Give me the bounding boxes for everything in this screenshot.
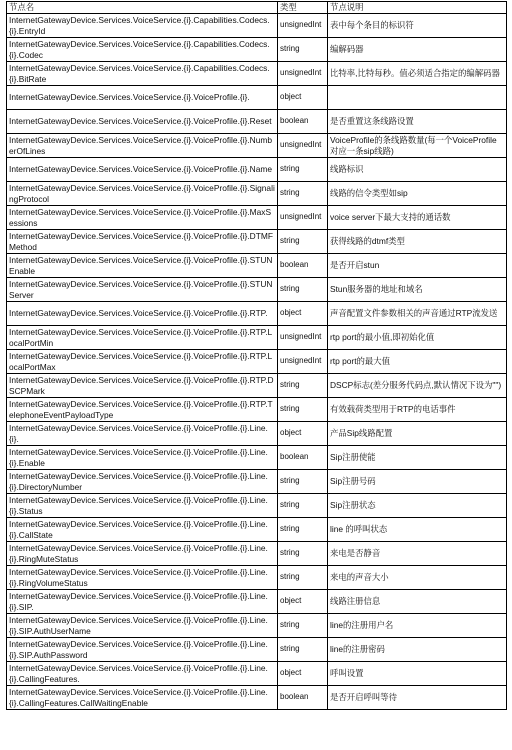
node-name-cell: InternetGatewayDevice.Services.VoiceService.{i}.VoiceProfile.{i}.MaxSessions <box>7 206 278 230</box>
header-description: 节点说明 <box>328 2 507 14</box>
node-name-cell: InternetGatewayDevice.Services.VoiceService.{i}.VoiceProfile.{i}.Line.{i}.RingMuteStatus <box>7 542 278 566</box>
type-cell: unsignedInt <box>278 206 328 230</box>
table-row <box>7 158 507 182</box>
node-name-cell: InternetGatewayDevice.Services.VoiceService.{i}.VoiceProfile.{i}.RTP.LocalPortMin <box>7 326 278 350</box>
type-cell: string <box>278 278 328 302</box>
description-cell: 是否开启呼叫等待 <box>328 686 507 710</box>
type-cell: object <box>278 302 328 326</box>
node-name-cell: InternetGatewayDevice.Services.VoiceService.{i}.VoiceProfile.{i}.Line.{i}.Status <box>7 494 278 518</box>
description-cell: 来电是否静音 <box>328 542 507 566</box>
description-cell: 比特率,比特每秒。值必须适合指定的编解码器 <box>328 62 507 86</box>
description-cell: 声音配置文件参数相关的声音通过RTP流发送 <box>328 302 507 326</box>
description-cell: rtp port的最大值 <box>328 350 507 374</box>
node-name-cell: InternetGatewayDevice.Services.VoiceService.{i}.VoiceProfile.{i}.RTP.LocalPortMax <box>7 350 278 374</box>
node-name-cell: InternetGatewayDevice.Services.VoiceService.{i}.VoiceProfile.{i}.Line.{i}.CallingFeatures.CallWaitingEnable <box>7 686 278 710</box>
table-header <box>7 2 507 14</box>
description-cell: line的注册密码 <box>328 638 507 662</box>
table-row <box>7 110 507 134</box>
node-name-cell: InternetGatewayDevice.Services.VoiceService.{i}.VoiceProfile.{i}.Reset <box>7 110 278 134</box>
table-row <box>7 134 507 158</box>
table-row <box>7 470 507 494</box>
node-name-cell: InternetGatewayDevice.Services.VoiceService.{i}.VoiceProfile.{i}. <box>7 86 278 110</box>
node-name-cell: InternetGatewayDevice.Services.VoiceService.{i}.VoiceProfile.{i}.Line.{i}.SIP.AuthUserName <box>7 614 278 638</box>
type-cell: object <box>278 422 328 446</box>
description-cell: 是否重置这条线路设置 <box>328 110 507 134</box>
node-name-cell: InternetGatewayDevice.Services.VoiceService.{i}.VoiceProfile.{i}.NumberOfLines <box>7 134 278 158</box>
type-cell: object <box>278 590 328 614</box>
type-cell: string <box>278 518 328 542</box>
header-type: 类型 <box>278 2 328 14</box>
table-row <box>7 14 507 38</box>
table-row <box>7 686 507 710</box>
type-cell: unsignedInt <box>278 62 328 86</box>
table-row <box>7 374 507 398</box>
header-node-name: 节点名 <box>7 2 278 14</box>
table-row <box>7 86 507 110</box>
description-cell: 表中每个条目的标识符 <box>328 14 507 38</box>
node-name-cell: InternetGatewayDevice.Services.VoiceService.{i}.VoiceProfile.{i}.Line.{i}.CallState <box>7 518 278 542</box>
type-cell: unsignedInt <box>278 350 328 374</box>
type-cell: string <box>278 38 328 62</box>
description-cell: line的注册用户名 <box>328 614 507 638</box>
node-name-cell: InternetGatewayDevice.Services.VoiceService.{i}.VoiceProfile.{i}.RTP. <box>7 302 278 326</box>
node-name-cell: InternetGatewayDevice.Services.VoiceService.{i}.VoiceProfile.{i}.Name <box>7 158 278 182</box>
table-row <box>7 422 507 446</box>
description-cell: voice server下最大支持的通话数 <box>328 206 507 230</box>
type-cell: string <box>278 182 328 206</box>
node-name-cell: InternetGatewayDevice.Services.VoiceService.{i}.VoiceProfile.{i}.Line.{i}.Enable <box>7 446 278 470</box>
description-cell: VoiceProfile的条线路数量(每一个VoiceProfile对应一条sip线路) <box>328 134 507 158</box>
description-cell: 有效载荷类型用于RTP的电话事件 <box>328 398 507 422</box>
table-row <box>7 446 507 470</box>
description-cell: 来电的声音大小 <box>328 566 507 590</box>
node-name-cell: InternetGatewayDevice.Services.VoiceService.{i}.VoiceProfile.{i}.Line.{i}.CallingFeatures. <box>7 662 278 686</box>
table-row <box>7 62 507 86</box>
node-name-cell: InternetGatewayDevice.Services.VoiceService.{i}.VoiceProfile.{i}.Line.{i}. <box>7 422 278 446</box>
type-cell: string <box>278 566 328 590</box>
description-cell: Sip注册状态 <box>328 494 507 518</box>
header-row <box>7 2 507 14</box>
type-cell: boolean <box>278 446 328 470</box>
type-cell: string <box>278 470 328 494</box>
parameter-table <box>6 1 507 710</box>
table-body <box>7 14 507 710</box>
type-cell: string <box>278 158 328 182</box>
table-row <box>7 350 507 374</box>
type-cell: boolean <box>278 686 328 710</box>
node-name-cell: InternetGatewayDevice.Services.VoiceService.{i}.VoiceProfile.{i}.STUNEnable <box>7 254 278 278</box>
node-name-cell: InternetGatewayDevice.Services.VoiceService.{i}.VoiceProfile.{i}.SignalingProtocol <box>7 182 278 206</box>
description-cell: line 的呼叫状态 <box>328 518 507 542</box>
table-row <box>7 638 507 662</box>
type-cell: boolean <box>278 110 328 134</box>
table-row <box>7 542 507 566</box>
description-cell: rtp port的最小值,即初始化值 <box>328 326 507 350</box>
table-row <box>7 182 507 206</box>
node-name-cell: InternetGatewayDevice.Services.VoiceService.{i}.VoiceProfile.{i}.DTMFMethod <box>7 230 278 254</box>
type-cell: string <box>278 374 328 398</box>
description-cell: 是否开启stun <box>328 254 507 278</box>
node-name-cell: InternetGatewayDevice.Services.VoiceService.{i}.VoiceProfile.{i}.Line.{i}.RingVolumeStatus <box>7 566 278 590</box>
node-name-cell: InternetGatewayDevice.Services.VoiceService.{i}.VoiceProfile.{i}.Line.{i}.SIP.AuthPassword <box>7 638 278 662</box>
node-name-cell: InternetGatewayDevice.Services.VoiceService.{i}.VoiceProfile.{i}.STUNServer <box>7 278 278 302</box>
type-cell: string <box>278 398 328 422</box>
description-cell: 产品Sip线路配置 <box>328 422 507 446</box>
type-cell: unsignedInt <box>278 326 328 350</box>
description-cell: 线路标识 <box>328 158 507 182</box>
type-cell: object <box>278 86 328 110</box>
table-row <box>7 326 507 350</box>
type-cell: boolean <box>278 254 328 278</box>
node-name-cell: InternetGatewayDevice.Services.VoiceService.{i}.VoiceProfile.{i}.Line.{i}.SIP. <box>7 590 278 614</box>
type-cell: string <box>278 494 328 518</box>
table-row <box>7 662 507 686</box>
node-name-cell: InternetGatewayDevice.Services.VoiceService.{i}.Capabilities.Codecs.{i}.BitRate <box>7 62 278 86</box>
node-name-cell: InternetGatewayDevice.Services.VoiceService.{i}.VoiceProfile.{i}.Line.{i}.DirectoryNumber <box>7 470 278 494</box>
type-cell: object <box>278 662 328 686</box>
table-row <box>7 518 507 542</box>
type-cell: unsignedInt <box>278 134 328 158</box>
description-cell: 线路的信令类型如sip <box>328 182 507 206</box>
description-cell: Sip注册号码 <box>328 470 507 494</box>
node-name-cell: InternetGatewayDevice.Services.VoiceService.{i}.VoiceProfile.{i}.RTP.DSCPMark <box>7 374 278 398</box>
table-row <box>7 302 507 326</box>
table-row <box>7 566 507 590</box>
description-cell: Sip注册使能 <box>328 446 507 470</box>
type-cell: string <box>278 614 328 638</box>
description-cell: 呼叫设置 <box>328 662 507 686</box>
table-row <box>7 278 507 302</box>
type-cell: string <box>278 542 328 566</box>
description-cell: 线路注册信息 <box>328 590 507 614</box>
table-row <box>7 254 507 278</box>
node-name-cell: InternetGatewayDevice.Services.VoiceService.{i}.Capabilities.Codecs.{i}.Codec <box>7 38 278 62</box>
type-cell: string <box>278 230 328 254</box>
description-cell: 编解码器 <box>328 38 507 62</box>
table-row <box>7 398 507 422</box>
node-name-cell: InternetGatewayDevice.Services.VoiceService.{i}.VoiceProfile.{i}.RTP.TelephoneEventPayloadType <box>7 398 278 422</box>
type-cell: unsignedInt <box>278 14 328 38</box>
description-cell: DSCP标志(差分服务代码点,默认情况下设为"") <box>328 374 507 398</box>
table-row <box>7 494 507 518</box>
description-cell <box>328 86 507 110</box>
description-cell: Stun服务器的地址和域名 <box>328 278 507 302</box>
table-row <box>7 614 507 638</box>
description-cell: 获得线路的dtmf类型 <box>328 230 507 254</box>
table-row <box>7 38 507 62</box>
table-row <box>7 590 507 614</box>
table-row <box>7 206 507 230</box>
node-name-cell: InternetGatewayDevice.Services.VoiceService.{i}.Capabilities.Codecs.{i}.EntryId <box>7 14 278 38</box>
type-cell: string <box>278 638 328 662</box>
table-row <box>7 230 507 254</box>
